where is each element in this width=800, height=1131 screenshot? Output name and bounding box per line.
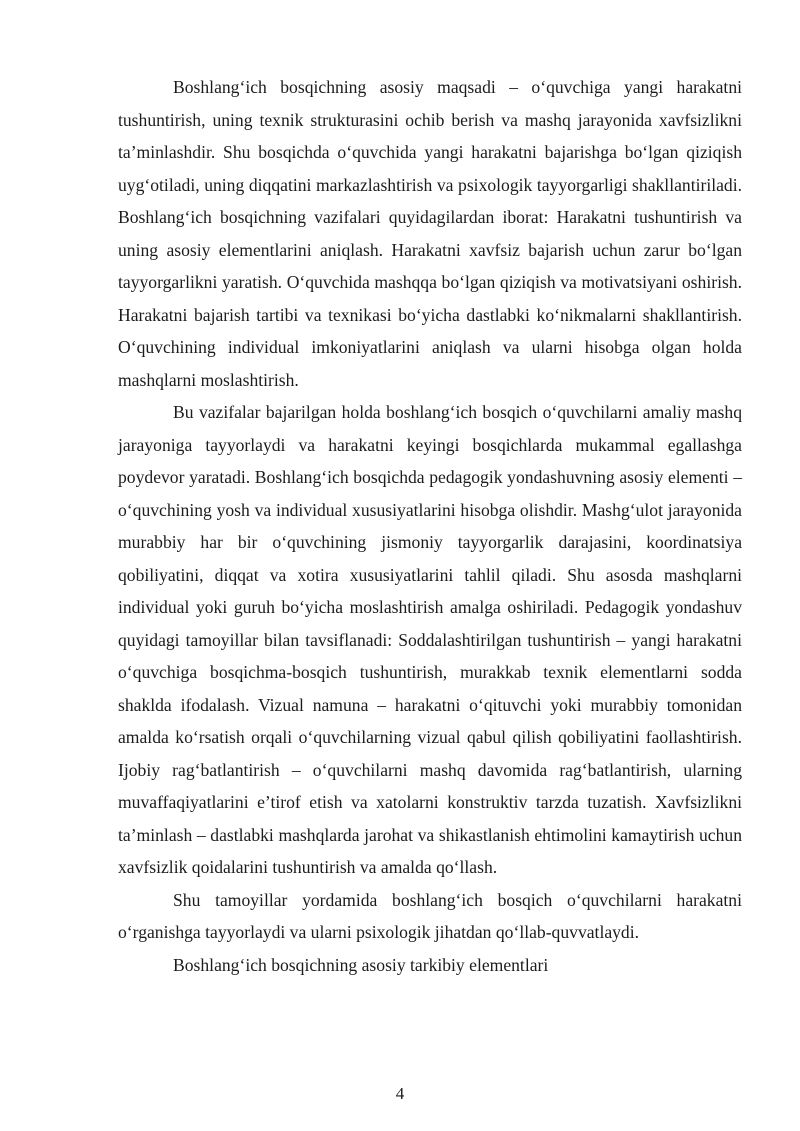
section-heading-elements: Boshlang‘ich bosqichning asosiy tarkibiy elementlari bbox=[173, 954, 549, 975]
paragraph-goals: Boshlang‘ich bosqichning asosiy maqsadi – o‘quvchiga yangi harakatni tushuntirish, uning texnik strukturasini ochib berish va mashq jarayonida xavfsizlikni ta’minlashdir. Shu bosqichda o‘quvchida yangi harakatni bajarishga bo‘lgan qiziqish uyg‘otiladi, uning diqqatini markazlashtirish va psixologik tayyorgarligi shakllantiriladi. Boshlang‘ich bosqichning vazifalari quyidagilardan iborat: Harakatni tushuntirish va uning asosiy elementlarini aniqlash. Harakatni xavfsiz bajarish uchun zarur bo‘lgan tayyorgarlikni yaratish. O‘quvchida mashqqa bo‘lgan qiziqish va motivatsiyani oshirish. Harakatni bajarish tartibi va texnikasi bo‘yicha dastlabki ko‘nikmalarni shakllantirish. O‘quvchining individual imkoniyatlarini aniqlash va ularni hisobga olgan holda mashqlarni moslashtirish. bbox=[118, 77, 742, 390]
body-text bbox=[118, 71, 742, 981]
page-number: 4 bbox=[395, 1084, 405, 1103]
paragraph-principles-summary: Shu tamoyillar yordamida boshlang‘ich bosqich o‘quvchilarni harakatni o‘rganishga tayyorlaydi va ularni psixologik jihatdan qo‘llab-quvvatlaydi. bbox=[118, 889, 742, 942]
paragraph-pedagogical-approach: Bu vazifalar bajarilgan holda boshlang‘ich bosqich o‘quvchilarni amaliy mashq jarayoniga tayyorlaydi va harakatni keyingi bosqichlarda mukammal egallashga poydevor yaratadi. Boshlang‘ich bosqichda pedagogik yondashuvning asosiy elementi – o‘quvchining yosh va individual xususiyatlarini hisobga olishdir. Mashg‘ulot jarayonida murabbiy har bir o‘quvchining jismoniy tayyorgarlik darajasini, koordinatsiya qobiliyatini, diqqat va xotira xususiyatlarini tahlil qiladi. Shu asosda mashqlarni individual yoki guruh bo‘yicha moslashtirish amalga oshiriladi. Pedagogik yondashuv quyidagi tamoyillar bilan tavsiflanadi: Soddalashtirilgan tushuntirish – yangi harakatni o‘quvchiga bosqichma-bosqich tushuntirish, murakkab texnik elementlarni sodda shaklda ifodalash. Vizual namuna – harakatni o‘qituvchi yoki murabbiy tomonidan amalda ko‘rsatish orqali o‘quvchilarning vizual qabul qilish qobiliyatini faollashtirish. Ijobiy rag‘batlantirish – o‘quvchilarni mashq davomida rag‘batlantirish, ularning muvaffaqiyatlarini e’tirof etish va xatolarni konstruktiv tarzda tuzatish. Xavfsizlikni ta’minlash – dastlabki mashqlarda jarohat va shikastlanish ehtimolini kamaytirish uchun xavfsizlik qoidalarini tushuntirish va amalda qo‘llash. bbox=[118, 402, 742, 877]
